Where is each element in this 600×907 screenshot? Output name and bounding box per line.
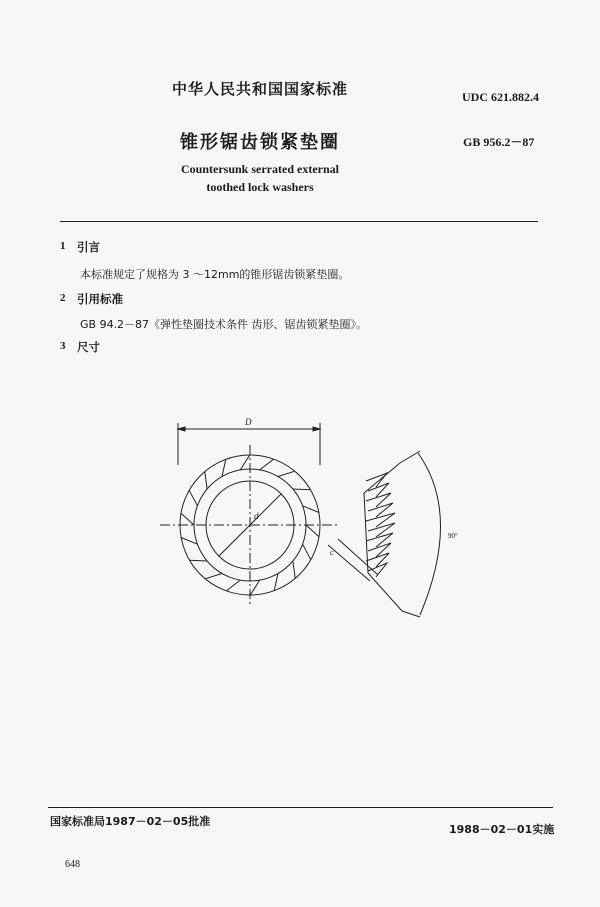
document-title-english-line1: Countersunk serrated external	[181, 162, 339, 176]
issuing-organization: 中华人民共和国国家标准	[171, 80, 348, 98]
label-D: D	[245, 417, 252, 427]
section-1-number: 1	[60, 240, 66, 252]
washer-tooth	[205, 574, 222, 579]
document-title-chinese: 锥形锯齿锁紧垫圈	[180, 132, 340, 153]
effective-date: 1988－02－01实施	[449, 823, 555, 836]
washer-tooth	[205, 472, 207, 489]
section-2-text: GB 94.2－87《弹性垫圈技术条件 齿形、锯齿锁紧垫圈》。	[80, 318, 368, 331]
thickness-line-1	[328, 545, 370, 581]
washer-tooth	[226, 580, 240, 591]
angle-arc	[418, 453, 441, 615]
washer-tooth	[240, 455, 249, 470]
washer-tooth	[222, 459, 226, 476]
udc-code: UDC 621.882.4	[462, 90, 539, 104]
washer-tooth	[181, 513, 194, 525]
washer-tooth	[293, 489, 311, 490]
washer-tooth	[181, 538, 197, 545]
section-2-title: 引用标准	[77, 292, 123, 306]
section-1-title: 引言	[77, 240, 100, 254]
document-title-english-line2: toothed lock washers	[206, 180, 314, 194]
footer-divider	[48, 807, 553, 808]
standard-code: GB 956.2－87	[463, 135, 535, 149]
section-1-text: 本标准规定了规格为 3 ～12mm的锥形锯齿锁紧垫圈。	[80, 268, 350, 281]
washer-tooth	[274, 574, 278, 591]
section-3-number: 3	[60, 340, 66, 352]
washer-side-teeth	[366, 473, 395, 577]
page-number: 648	[65, 859, 80, 870]
section-3-title: 尺寸	[77, 340, 100, 354]
side-view-edge-top	[364, 463, 400, 493]
thickness-line-2	[338, 539, 378, 575]
side-tooth	[366, 513, 395, 527]
label-c: c	[330, 548, 334, 557]
angle-leader-top	[400, 451, 420, 463]
approval-date: 国家标准局1987－02－05批准	[50, 815, 211, 828]
washer-tooth	[293, 561, 295, 578]
washer-drawing	[150, 405, 480, 640]
washer-tooth	[278, 471, 295, 476]
washer-tooth	[306, 525, 319, 537]
washer-tooth	[303, 506, 319, 513]
washer-tooth	[189, 490, 197, 506]
header-divider	[60, 221, 538, 222]
washer-tooth	[250, 580, 259, 595]
washer-tooth	[303, 544, 311, 560]
label-d: d	[254, 511, 259, 521]
label-angle: 90°	[448, 532, 458, 540]
side-view-edge-bottom	[368, 573, 402, 611]
section-2-number: 2	[60, 292, 66, 304]
angle-leader-bottom	[402, 611, 420, 617]
washer-tooth	[190, 560, 208, 561]
washer-tooth	[260, 459, 274, 470]
